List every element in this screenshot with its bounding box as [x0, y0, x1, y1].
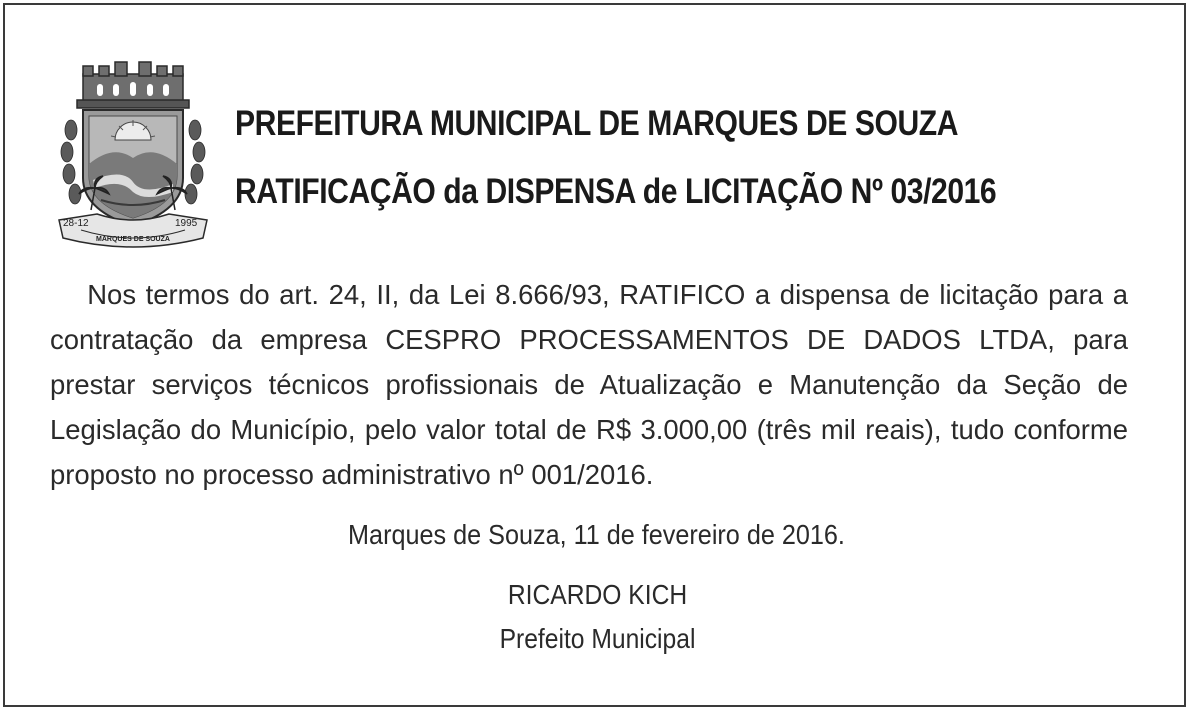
institution-heading: PREFEITURA MUNICIPAL DE MARQUES DE SOUZA [235, 104, 959, 143]
crest-banner-text: MARQUES DE SOUZA [96, 236, 170, 243]
place-and-date [64, 517, 1129, 553]
signer-title: Prefeito Municipal [499, 623, 696, 654]
place-and-date-text: Marques de Souza, 11 de fevereiro de 2016. [348, 519, 845, 550]
crest-year-right: 1995 [175, 218, 198, 229]
signer-name: RICARDO KICH [507, 579, 688, 610]
municipal-coat-of-arms [53, 60, 213, 250]
crest-year-left: 28-12 [63, 218, 89, 229]
official-notice [3, 3, 1186, 707]
document-title: RATIFICAÇÃO da DISPENSA de LICITAÇÃO Nº 03/2016 [235, 172, 997, 211]
ratification-paragraph: Nos termos do art. 24, II, da Lei 8.666/93, RATIFICO a dispensa de licitação para a contratação da empresa CESPRO PROCESSAMENTOS DE DADOS LTDA, para prestar serviços técnicos profissionais de Atualização e Manutenção da Seção de Legislação do Município, pelo valor total de R$ 3.000,00 (três mil reais), tudo conforme proposto no processo administrativo nº 001/2016. [50, 279, 1129, 490]
